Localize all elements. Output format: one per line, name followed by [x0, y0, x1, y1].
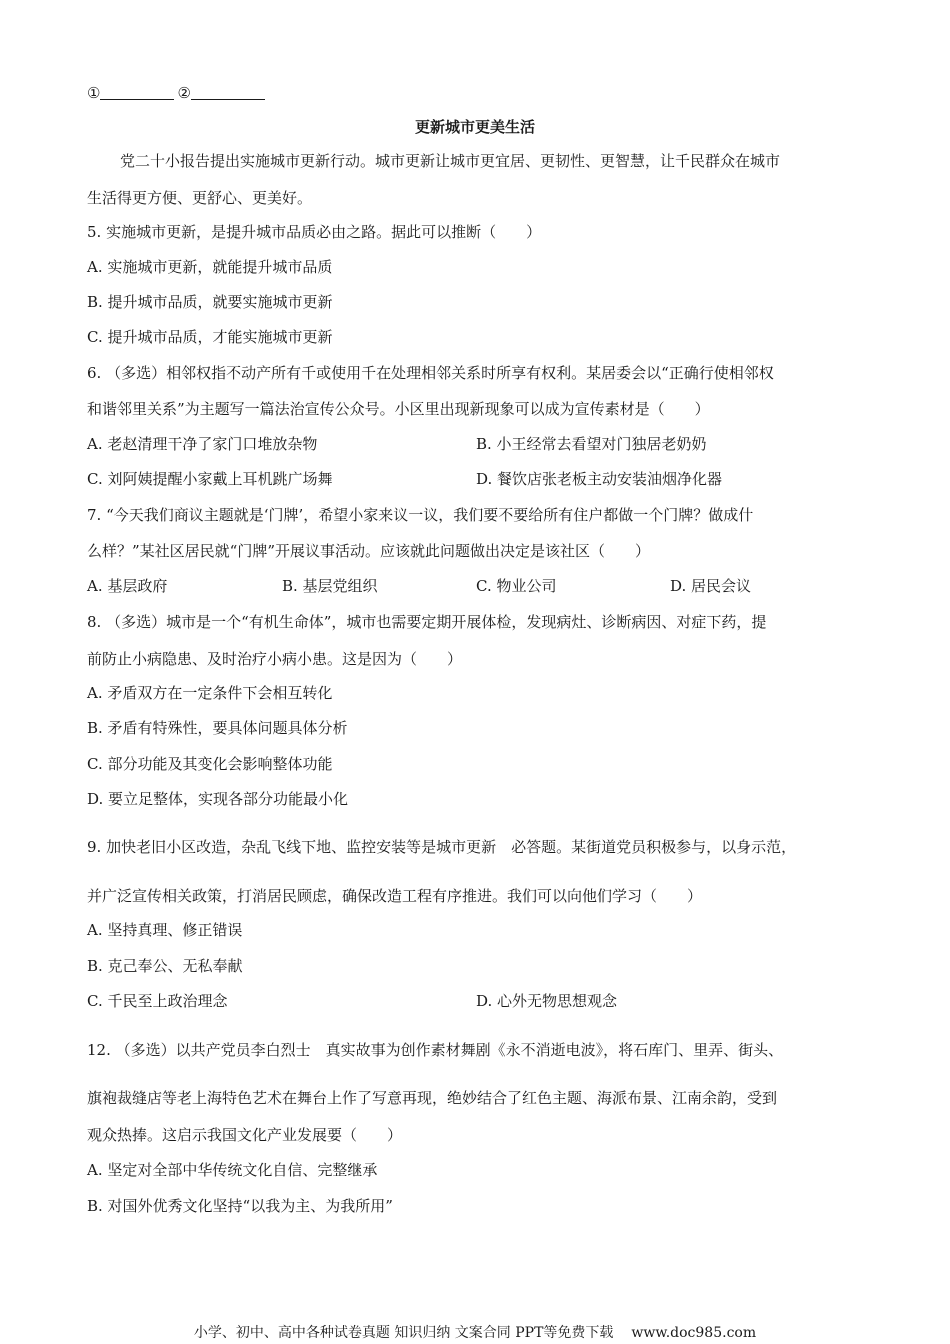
page-footer	[0, 1324, 950, 1342]
question-9-option-a[interactable]: A. 坚持真理、修正错误	[87, 921, 243, 939]
question-6-stem-line-1: 6. （多选）相邻权指不动产所有千或使用千在处理相邻关系时所享有权利。某居委会以“正确行使相邻权	[87, 364, 774, 382]
answer-blank-1[interactable]	[100, 85, 174, 100]
question-7-option-d[interactable]: D. 居民会议	[670, 577, 752, 595]
question-7-option-c[interactable]: C. 物业公司	[476, 577, 557, 595]
question-6-stem-line-2: 和谐邻里关系”为主题写一篇法治宣传公众号。小区里出现新现象可以成为宣传素材是（ ）	[87, 400, 710, 418]
question-6-option-c[interactable]: C. 刘阿姨提醒小家戴上耳机跳广场舞	[87, 470, 333, 488]
question-9-stem-line-2: 并广泛宣传相关政策，打消居民顾虑，确保改造工程有序推进。我们可以向他们学习（ ）	[87, 887, 703, 905]
question-12-stem-line-2: 旗袍裁缝店等老上海特色艺术在舞台上作了写意再现，绝妙结合了红色主题、海派布景、江南余韵，受到	[87, 1089, 778, 1107]
blank-marker-1: ①	[87, 84, 101, 102]
question-5-option-a[interactable]: A. 实施城市更新，就能提升城市品质	[87, 258, 333, 276]
question-9-stem-line-1: 9. 加快老旧小区改造，杂乱飞线下地、监控安装等是城市更新 必答题。某街道党员积极参与，以身示范，	[87, 838, 797, 856]
question-9-option-d[interactable]: D. 心外无物思想观念	[476, 992, 618, 1010]
question-7-stem-line-2: 么样？”某社区居民就“门牌”开展议事活动。应该就此问题做出决定是该社区（ ）	[87, 542, 651, 560]
footer-text: 小学、初中、高中各种试卷真题 知识归纳 文案合同 PPT等免费下载	[193, 1325, 614, 1341]
question-12-option-b[interactable]: B. 对国外优秀文化坚持“以我为主、为我所用”	[87, 1197, 393, 1215]
question-7-option-b[interactable]: B. 基层党组织	[282, 577, 378, 595]
question-6-option-d[interactable]: D. 餐饮店张老板主动安装油烟净化器	[476, 470, 723, 488]
section-title: 更新城市更美生活	[414, 118, 535, 136]
intro-line-2: 生活得更方便、更舒心、更美好。	[87, 189, 313, 207]
question-6-option-a[interactable]: A. 老赵清理干净了家门口堆放杂物	[87, 435, 318, 453]
question-8-option-a[interactable]: A. 矛盾双方在一定条件下会相互转化	[87, 684, 333, 702]
question-12-stem-line-1: 12. （多选）以共产党员李白烈士 真实故事为创作素材舞剧《永不消逝电波》，将石库门、里弄、街头、	[87, 1041, 784, 1059]
question-12-stem-line-3: 观众热捧。这启示我国文化产业发展要（ ）	[87, 1126, 403, 1144]
question-7-option-a[interactable]: A. 基层政府	[87, 577, 168, 595]
answer-blanks-line	[87, 83, 268, 103]
question-9-option-b[interactable]: B. 克己奉公、无私奉献	[87, 957, 243, 975]
question-5-stem: 5. 实施城市更新，是提升城市品质必由之路。据此可以推断（ ）	[87, 223, 542, 241]
question-8-option-c[interactable]: C. 部分功能及其变化会影响整体功能	[87, 755, 333, 773]
question-8-option-d[interactable]: D. 要立足整体，实现各部分功能最小化	[87, 790, 349, 808]
question-5-option-c[interactable]: C. 提升城市品质，才能实施城市更新	[87, 328, 333, 346]
question-8-stem-line-1: 8. （多选）城市是一个“有机生命体”，城市也需要定期开展体检，发现病灶、诊断病因、对症下药，提	[87, 613, 767, 631]
question-8-stem-line-2: 前防止小病隐患、及时治疗小病小患。这是因为（ ）	[87, 650, 463, 668]
question-6-option-b[interactable]: B. 小王经常去看望对门独居老奶奶	[476, 435, 707, 453]
question-8-option-b[interactable]: B. 矛盾有特殊性，要具体问题具体分析	[87, 719, 348, 737]
question-12-option-a[interactable]: A. 坚定对全部中华传统文化自信、完整继承	[87, 1161, 378, 1179]
intro-line-1: 党二十小报告提出实施城市更新行动。城市更新让城市更宜居、更韧性、更智慧，让千民群众在城市	[120, 152, 781, 170]
question-9-option-c[interactable]: C. 千民至上政治理念	[87, 992, 228, 1010]
blank-marker-2: ②	[177, 84, 191, 102]
question-5-option-b[interactable]: B. 提升城市品质，就要实施城市更新	[87, 293, 333, 311]
footer-site-link[interactable]: www.doc985.com	[631, 1325, 757, 1341]
answer-blank-2[interactable]	[191, 85, 265, 100]
question-7-stem-line-1: 7. “今天我们商议主题就是‘门牌’，希望小家来议一议，我们要不要给所有住户都做一个门牌？做成什	[87, 506, 754, 524]
